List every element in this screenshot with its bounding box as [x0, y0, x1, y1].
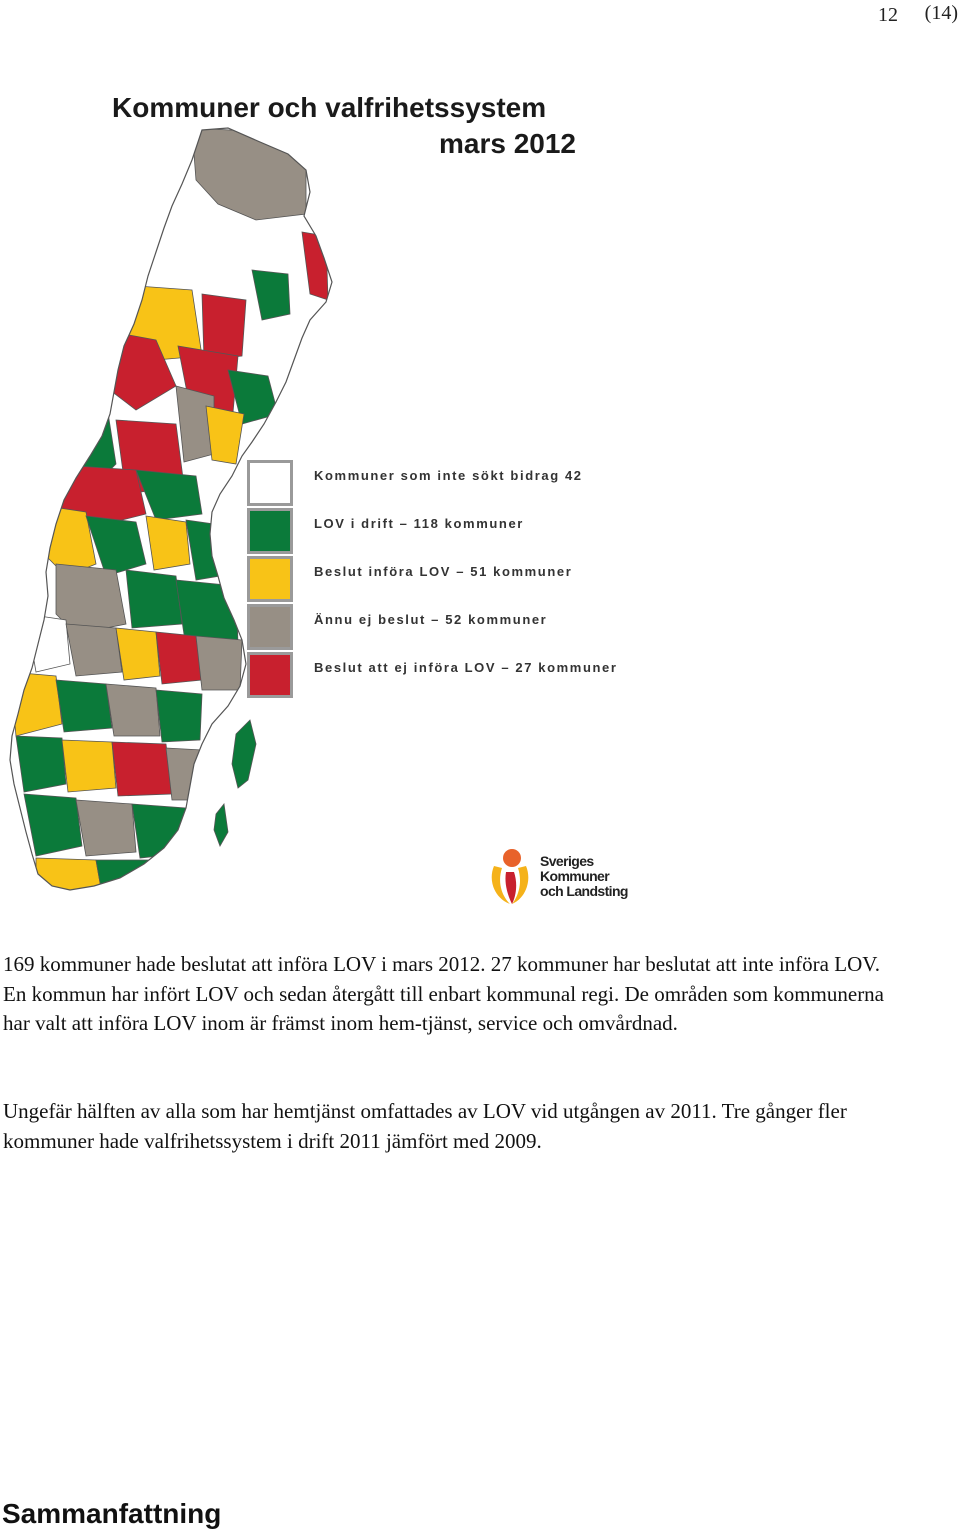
figure-title-line1: Kommuner och valfrihetssystem	[112, 92, 547, 123]
legend-item	[247, 508, 667, 556]
legend-swatch	[247, 508, 293, 554]
skl-logo-line3: och Landsting	[540, 883, 628, 899]
paragraph-hemtjanst: Ungefär hälften av alla som har hemtjänst omfattades av LOV vid utgången av 2011. Tre gånger fler kommuner hade valfrihetssystem i drift 2011 jämfört med 2009.	[3, 1099, 847, 1153]
figure-title-line2: mars 2012	[438, 128, 576, 159]
skl-logo-line1: Sveriges	[540, 853, 594, 869]
legend-item	[247, 604, 667, 652]
legend-swatch	[247, 652, 293, 698]
map-legend	[247, 460, 667, 700]
skl-logo-icon	[486, 846, 536, 908]
legend-swatch	[247, 460, 293, 506]
legend-item	[247, 652, 667, 700]
legend-item	[247, 460, 667, 508]
legend-swatch	[247, 604, 293, 650]
section-heading: Sammanfattning	[2, 1498, 222, 1529]
skl-logo-text	[540, 854, 628, 899]
paragraph-lov-decisions: 169 kommuner hade beslutat att införa LOV i mars 2012. 27 kommuner har beslutat att inte införa LOV. En kommun har infört LOV och sedan återgått till enbart kommunal regi. De områden som kommunerna har valt att införa LOV inom är främst inom hem-tjänst, service och omvårdnad.	[3, 952, 885, 1035]
legend-label: Kommuner som inte sökt bidrag 42	[314, 468, 583, 483]
total-pages: (14)	[924, 2, 958, 24]
legend-swatch	[247, 556, 293, 602]
current-page: 12	[878, 4, 898, 26]
legend-label: Beslut införa LOV – 51 kommuner	[314, 564, 573, 579]
skl-logo	[486, 846, 636, 908]
legend-label: Beslut att ej införa LOV – 27 kommuner	[314, 660, 618, 675]
skl-logo-line2: Kommuner	[540, 868, 610, 884]
legend-item	[247, 556, 667, 604]
legend-label: Ännu ej beslut – 52 kommuner	[314, 612, 548, 627]
legend-label: LOV i drift – 118 kommuner	[314, 516, 524, 531]
